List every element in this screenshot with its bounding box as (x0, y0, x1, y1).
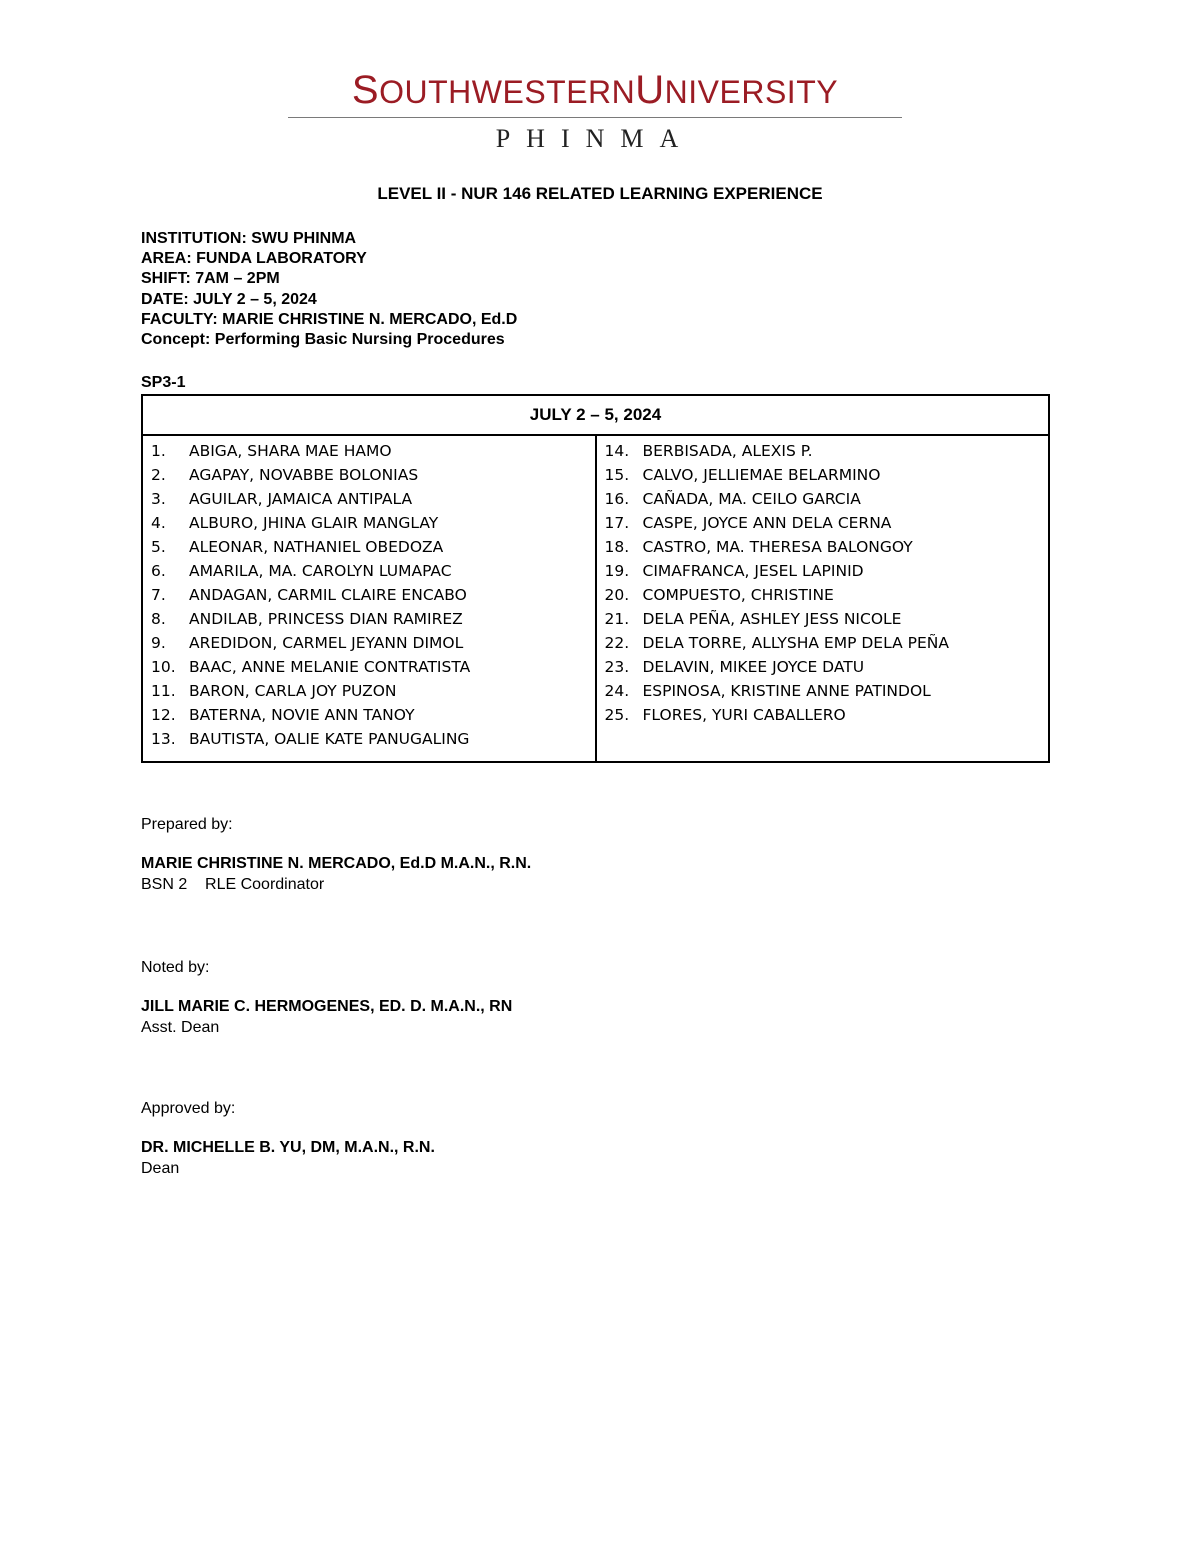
student-number: 22. (604, 634, 630, 652)
student-list-item (605, 439, 1049, 463)
student-name: BATERNA, NOVIE ANN TANOY (189, 706, 415, 724)
logo-subtitle: PHINMA (495, 124, 695, 153)
student-name: ABIGA, SHARA MAE HAMO (189, 442, 392, 460)
group-label: SP3-1 (141, 374, 186, 391)
noted-by-name: JILL MARIE C. HERMOGENES, ED. D. M.A.N., RN (141, 998, 513, 1015)
student-list-left (151, 439, 595, 751)
approved-by-name: DR. MICHELLE B. YU, DM, M.A.N., R.N. (141, 1139, 435, 1156)
student-list-item (605, 487, 1049, 511)
student-list-item (151, 487, 595, 511)
student-list-item (605, 607, 1049, 631)
student-number: 2. (151, 466, 166, 484)
student-name: DELA PEÑA, ASHLEY JESS NICOLE (642, 610, 902, 628)
document-title: LEVEL II - NUR 146 RELATED LEARNING EXPERIENCE (377, 184, 823, 203)
student-number: 5. (151, 538, 166, 556)
student-number: 7. (151, 586, 166, 604)
student-name: DELAVIN, MIKEE JOYCE DATU (642, 658, 865, 676)
student-name: ESPINOSA, KRISTINE ANNE PATINDOL (642, 682, 931, 700)
student-number: 18. (604, 538, 630, 556)
student-list-item (151, 511, 595, 535)
student-list-item (605, 703, 1049, 727)
info-faculty: FACULTY: MARIE CHRISTINE N. MERCADO, Ed.D (141, 310, 518, 328)
student-name: BAUTISTA, OALIE KATE PANUGALING (189, 730, 470, 748)
student-number: 11. (151, 682, 176, 700)
roster-date-header: JULY 2 – 5, 2024 (142, 395, 1049, 435)
student-number: 4. (151, 514, 166, 532)
student-number: 16. (604, 490, 630, 508)
prepared-by-name: MARIE CHRISTINE N. MERCADO, Ed.D M.A.N., R.N. (141, 855, 532, 872)
student-list-item (605, 583, 1049, 607)
student-list-item (151, 631, 595, 655)
student-number: 10. (151, 658, 176, 676)
info-concept: Concept: Performing Basic Nursing Procedures (141, 331, 505, 349)
roster-left-column (142, 435, 596, 762)
student-list-item (151, 583, 595, 607)
noted-by-block (141, 957, 512, 1038)
student-number: 25. (604, 706, 630, 724)
prepared-by-label: Prepared by: (141, 816, 233, 833)
student-list-item (605, 463, 1049, 487)
student-name: ALBURO, JHINA GLAIR MANGLAY (189, 514, 439, 532)
student-list-item (605, 559, 1049, 583)
student-name: BARON, CARLA JOY PUZON (189, 682, 397, 700)
student-list-item (605, 535, 1049, 559)
student-name: CIMAFRANCA, JESEL LAPINID (642, 562, 864, 580)
student-list-item (151, 463, 595, 487)
noted-by-role: Asst. Dean (141, 1019, 220, 1036)
student-list-item (151, 679, 595, 703)
student-list-item (151, 439, 595, 463)
student-list-item (605, 511, 1049, 535)
info-area: AREA: FUNDA LABORATORY (141, 250, 367, 268)
student-number: 23. (604, 658, 630, 676)
student-name: CASTRO, MA. THERESA BALONGOY (642, 538, 913, 556)
student-number: 19. (604, 562, 630, 580)
student-number: 24. (604, 682, 630, 700)
student-number: 3. (151, 490, 166, 508)
student-number: 1. (151, 442, 166, 460)
student-list-item (151, 559, 595, 583)
prepared-by-role: BSN 2 RLE Coordinator (141, 876, 325, 893)
prepared-by-block (141, 814, 531, 895)
student-number: 9. (151, 634, 166, 652)
student-name: AREDIDON, CARMEL JEYANN DIMOL (189, 634, 464, 652)
student-name: AGUILAR, JAMAICA ANTIPALA (189, 490, 413, 508)
approved-by-label: Approved by: (141, 1100, 236, 1117)
approved-by-role: Dean (141, 1160, 180, 1177)
logo-wordmark: SOUTHWESTERNUNIVERSITY (351, 68, 839, 112)
student-name: DELA TORRE, ALLYSHA EMP DELA PEÑA (642, 634, 949, 652)
student-number: 21. (604, 610, 630, 628)
student-name: CASPE, JOYCE ANN DELA CERNA (642, 514, 892, 532)
approved-by-block (141, 1098, 435, 1179)
info-institution: INSTITUTION: SWU PHINMA (141, 230, 357, 247)
student-list-item (151, 607, 595, 631)
student-list-item (151, 655, 595, 679)
student-name: BAAC, ANNE MELANIE CONTRATISTA (189, 658, 471, 676)
student-roster-table (141, 394, 1050, 763)
student-list-item (605, 631, 1049, 655)
university-logo (288, 66, 902, 153)
student-name: COMPUESTO, CHRISTINE (642, 586, 834, 604)
student-number: 6. (151, 562, 166, 580)
student-list-item (151, 535, 595, 559)
student-name: BERBISADA, ALEXIS P. (642, 442, 813, 460)
student-number: 15. (604, 466, 630, 484)
student-number: 13. (151, 730, 176, 748)
student-list-item (151, 703, 595, 727)
student-list-item (605, 655, 1049, 679)
logo-divider (288, 117, 902, 118)
student-name: CALVO, JELLIEMAE BELARMINO (642, 466, 881, 484)
student-list-item (151, 727, 595, 751)
student-name: ANDAGAN, CARMIL CLAIRE ENCABO (189, 586, 467, 604)
student-name: ANDILAB, PRINCESS DIAN RAMIREZ (189, 610, 463, 628)
info-block (141, 229, 517, 350)
student-list-item (605, 679, 1049, 703)
student-name: AMARILA, MA. CAROLYN LUMAPAC (189, 562, 452, 580)
student-name: CAÑADA, MA. CEILO GARCIA (642, 490, 861, 508)
info-shift: SHIFT: 7AM – 2PM (141, 270, 280, 288)
student-number: 17. (604, 514, 630, 532)
student-name: AGAPAY, NOVABBE BOLONIAS (189, 466, 419, 484)
student-list-right (605, 439, 1049, 727)
student-name: FLORES, YURI CABALLERO (642, 706, 846, 724)
student-number: 8. (151, 610, 166, 628)
info-date: DATE: JULY 2 – 5, 2024 (141, 290, 317, 308)
noted-by-label: Noted by: (141, 959, 210, 976)
roster-right-column (596, 435, 1050, 762)
student-number: 14. (604, 442, 630, 460)
student-name: ALEONAR, NATHANIEL OBEDOZA (189, 538, 444, 556)
student-number: 20. (604, 586, 630, 604)
student-number: 12. (151, 706, 176, 724)
